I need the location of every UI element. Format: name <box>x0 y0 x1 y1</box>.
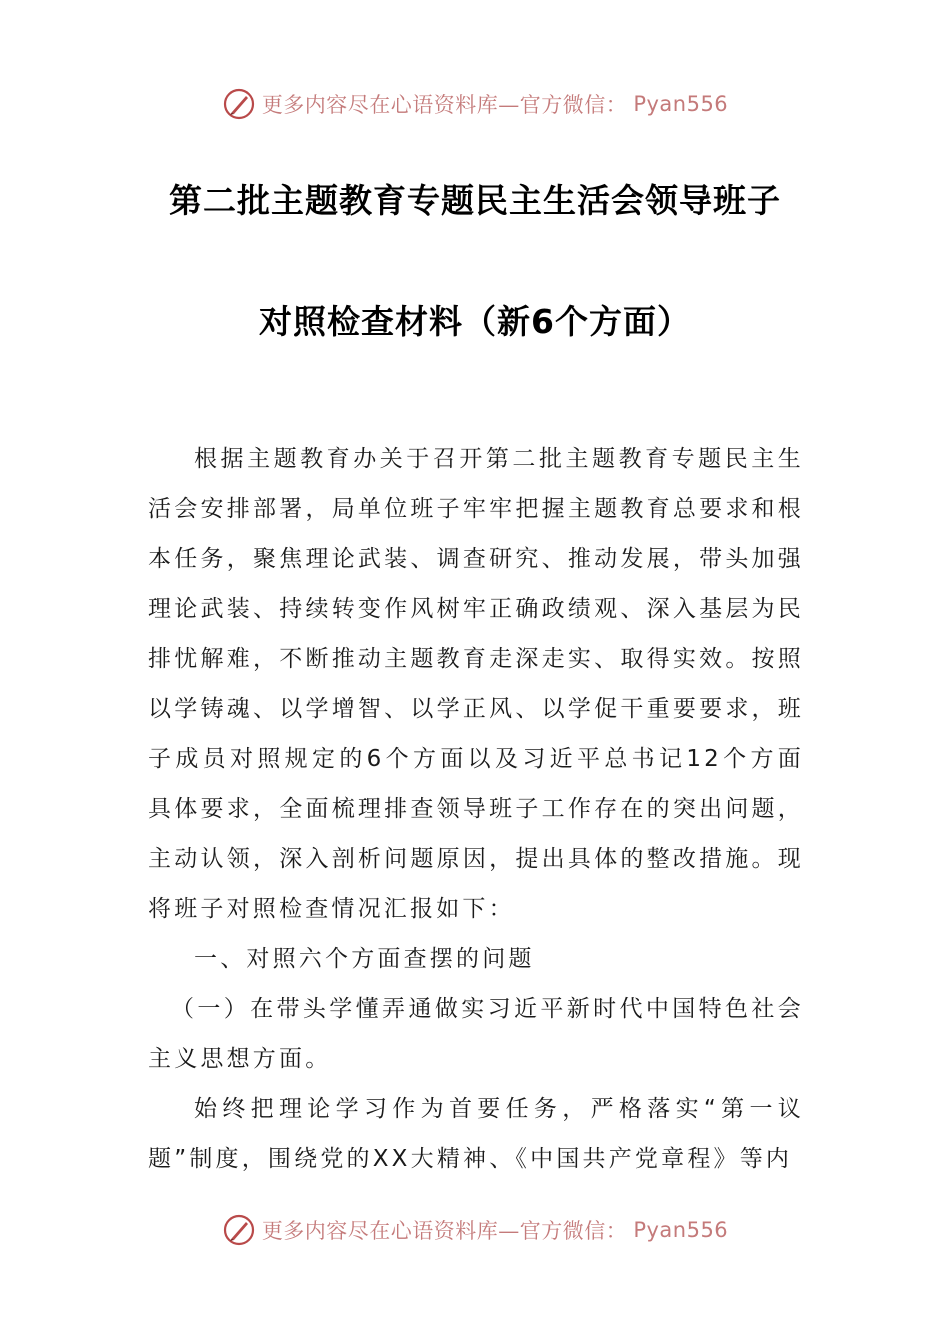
pen-logo-icon <box>222 1213 256 1247</box>
watermark-id: Pyan556 <box>633 92 729 116</box>
section-heading: 一、对照六个方面查摆的问题 <box>194 946 535 972</box>
body-paragraph: 始终把理论学习作为首要任务，严格落实“第一议题”制度，围绕党的XX大精神、《中国共产党章程》等内 <box>148 1096 804 1172</box>
watermark-text: 更多内容尽在心语资料库—官方微信： <box>261 93 628 117</box>
watermark-bottom <box>0 1212 950 1248</box>
watermark-top <box>0 86 950 122</box>
watermark-text: 更多内容尽在心语资料库—官方微信： <box>261 1219 628 1243</box>
document-body <box>148 434 804 1184</box>
watermark-id: Pyan556 <box>633 1218 729 1242</box>
subsection-heading: （一）在带头学懂弄通做实习近平新时代中国特色社会主义思想方面。 <box>148 996 804 1072</box>
document-title-line-2: 对照检查材料（新6个方面） <box>259 302 691 341</box>
pen-logo-icon <box>222 87 256 121</box>
document-title-line-1: 第二批主题教育专题民主生活会领导班子 <box>169 181 781 220</box>
intro-paragraph: 根据主题教育办关于召开第二批主题教育专题民主生活会安排部署，局单位班子牢牢把握主题教育总要求和根本任务，聚焦理论武装、调查研究、推动发展，带头加强理论武装、持续转变作风树牢正确政绩观、深入基层为民排忧解难，不断推动主题教育走深走实、取得实效。按照以学铸魂、以学增智、以学正风、以学促干重要要求，班子成员对照规定的6个方面以及习近平总书记12个方面具体要求，全面梳理排查领导班子工作存在的突出问题，主动认领，深入剖析问题原因，提出具体的整改措施。现将班子对照检查情况汇报如下： <box>148 446 804 922</box>
